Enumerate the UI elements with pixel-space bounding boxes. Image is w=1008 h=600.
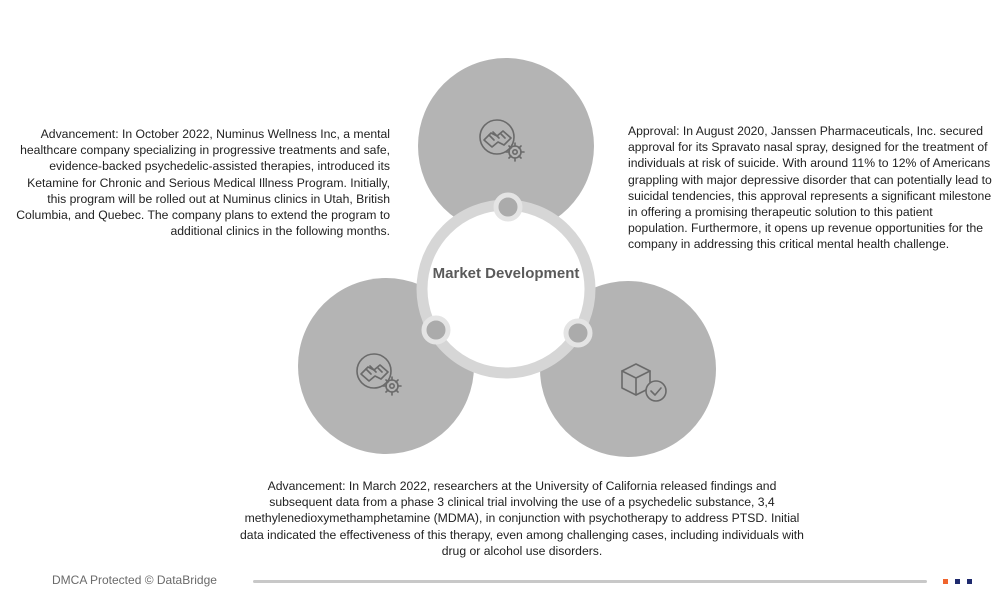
top-left-description: Advancement: In October 2022, Numinus Wellness Inc, a mental healthcare company specializing in progressive treatments and safe, evidence-backed psychedelic-assisted therapies, introduced its Ketamine for Chronic and Serious Medical Illness Program. Initially, this program will be rolled out at Numinus clinics in Utah, British Columbia, and Quebec. The company plans to extend the program to additional clinics in the following months. [16, 127, 390, 239]
ring-node-left [424, 318, 448, 342]
ring-node-top [496, 195, 520, 219]
center-title: Market Development [432, 265, 580, 282]
footer-dot-navy [967, 579, 972, 584]
handshake-gear-icon [350, 347, 410, 407]
footer-dot-orange [943, 579, 948, 584]
handshake-gear-icon [473, 113, 533, 173]
ring-node-right [566, 321, 590, 345]
bottom-description: Advancement: In March 2022, researchers at the University of California released findings and subsequent data from a phase 3 clinical trial involving the use of a psychedelic substance, 3,4 methylenedioxymethamphetamine (MDMA), in conjunction with psychotherapy to address PTSD. Initial data indicated the effectiveness of this therapy, even among challenging cases, including individuals with drug or alcohol use disorders. [240, 479, 804, 558]
footer-copyright: DMCA Protected © DataBridge [52, 573, 217, 587]
center-ring-circle [422, 205, 590, 373]
footer-divider [253, 580, 927, 583]
footer-dot-navy [955, 579, 960, 584]
right-description: Approval: In August 2020, Janssen Pharmaceuticals, Inc. secured approval for its Spravato nasal spray, designed for the treatment of individuals at risk of suicide. With around 11% to 12% of Americans grappling with major depressive disorder that can potentially lead to suicidal tendencies, this approval represents a significant milestone in offering a promising therapeutic solution to this patient population. Furthermore, it opens up revenue opportunities for the company in addressing this critical mental health challenge. [628, 124, 992, 252]
box-check-icon [612, 355, 672, 415]
